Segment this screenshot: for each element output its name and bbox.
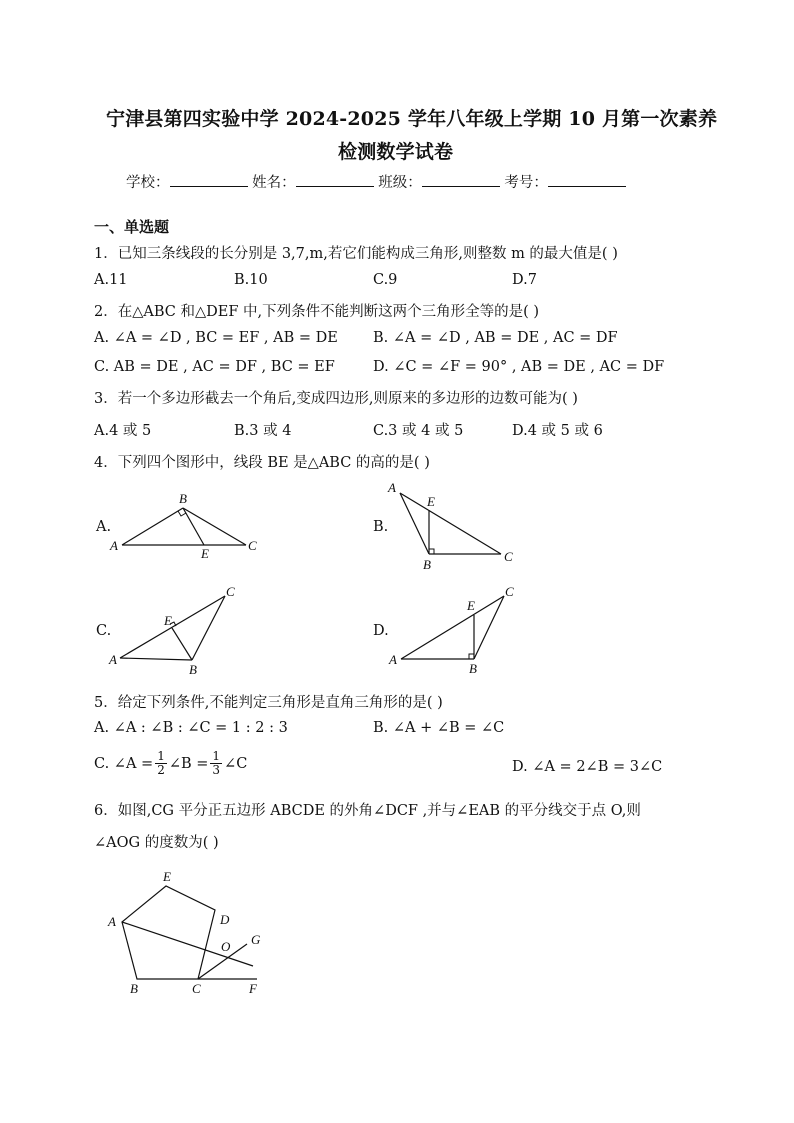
- q3-option-b[interactable]: B.3 或 4: [234, 423, 292, 439]
- q4b-label-b: B: [423, 557, 431, 572]
- q4d-label-e: E: [467, 598, 475, 613]
- page-title-line2: 检测数学试卷: [338, 141, 454, 163]
- q4a-side-bc: [183, 508, 246, 545]
- q4-option-c-label[interactable]: C.: [96, 623, 112, 639]
- q4a-side-ab: [122, 508, 183, 545]
- school-blank[interactable]: [170, 174, 248, 187]
- q4a-label-a: A: [110, 538, 118, 553]
- q6-label-e: E: [163, 869, 171, 884]
- q4b-label-c: C: [504, 549, 513, 564]
- q4-figure-c: [105, 582, 245, 677]
- q6-label-b: B: [130, 981, 138, 996]
- q6-label-a: A: [108, 914, 116, 929]
- q1-option-c[interactable]: C.9: [373, 272, 398, 288]
- q6-label-g: G: [251, 932, 261, 947]
- q6-pentagon-figure: [100, 866, 280, 1001]
- section-title: 一、单选题: [94, 218, 170, 236]
- q4a-label-b: B: [179, 491, 187, 506]
- exam-number-blank[interactable]: [548, 174, 626, 187]
- class-label: 班级：: [378, 175, 422, 191]
- q2-stem: 2．在△ABC 和△DEF 中,下列条件不能判断这两个三角形全等的是( ): [94, 304, 540, 320]
- q2-option-b[interactable]: B. ∠A = ∠D , AB = DE , AC = DF: [373, 330, 618, 346]
- q5-option-c[interactable]: [94, 750, 247, 777]
- q3-option-c[interactable]: C.3 或 4 或 5: [373, 423, 464, 439]
- q6-label-c: C: [192, 981, 201, 996]
- q5c-frac2-num: 1: [212, 749, 221, 763]
- q1-option-d[interactable]: D.7: [512, 272, 537, 288]
- q1-option-a[interactable]: A.11: [94, 272, 128, 288]
- q4-figure-d: [383, 582, 523, 677]
- q4-figure-a: [105, 488, 270, 563]
- q4d-label-a: A: [389, 652, 397, 667]
- q5c-frac1-num: 1: [157, 749, 165, 763]
- q4c-label-c: C: [226, 584, 235, 599]
- q4c-label-e: E: [164, 613, 172, 628]
- q4a-label-c: C: [248, 538, 257, 553]
- q5-option-b[interactable]: B. ∠A + ∠B = ∠C: [373, 720, 505, 736]
- q6-stem-line2: ∠AOG 的度数为( ): [94, 835, 219, 851]
- q6-stem-line1: 6．如图,CG 平分正五边形 ABCDE 的外角∠DCF ,并与∠EAB 的平分线交于点 O,则: [94, 803, 641, 819]
- page-title-line1: 宁津县第四实验中学 2024-2025 学年八年级上学期 10 月第一次素养: [106, 108, 718, 130]
- q4-stem: 4．下列四个图形中，线段 BE 是△ABC 的高的是( ): [94, 455, 430, 471]
- name-label: 姓名：: [252, 175, 296, 191]
- q5-stem: 5．给定下列条件,不能判定三角形是直角三角形的是( ): [94, 695, 443, 711]
- q4d-right-angle-mark: [469, 654, 474, 659]
- q4b-label-e: E: [427, 494, 435, 509]
- q5-option-d[interactable]: D. ∠A = 2∠B = 3∠C: [512, 759, 663, 775]
- q4a-label-e: E: [201, 546, 209, 561]
- q2-option-c[interactable]: C. AB = DE , AC = DF , BC = EF: [94, 359, 335, 375]
- q4d-label-c: C: [505, 584, 514, 599]
- q4-option-d-label[interactable]: D.: [373, 623, 389, 639]
- q4d-label-b: B: [469, 661, 477, 676]
- q6-label-d: D: [220, 912, 230, 927]
- q5c-fraction-half: [155, 750, 167, 777]
- q5-option-a[interactable]: A. ∠A : ∠B : ∠C = 1 : 2 : 3: [94, 720, 288, 736]
- q4-option-b-label[interactable]: B.: [373, 519, 389, 535]
- q5c-frac2-den: 3: [212, 763, 221, 777]
- school-label: 学校：: [126, 175, 170, 191]
- q4b-label-a: A: [388, 480, 396, 495]
- q5c-prefix: C. ∠A =: [94, 755, 154, 772]
- q4c-label-a: A: [109, 652, 117, 667]
- q2-option-d[interactable]: D. ∠C = ∠F = 90° , AB = DE , AC = DF: [373, 359, 665, 375]
- name-blank[interactable]: [296, 174, 374, 187]
- student-info-row: [126, 171, 626, 192]
- q5c-frac1-den: 2: [157, 763, 165, 777]
- q6-pentagon-abcde: [122, 886, 215, 979]
- class-blank[interactable]: [422, 174, 500, 187]
- q4-option-a-label[interactable]: A.: [96, 519, 112, 535]
- q1-stem: 1．已知三条线段的长分别是 3,7,m,若它们能构成三角形,则整数 m 的最大值是( ): [94, 246, 618, 262]
- q5c-fraction-third: [210, 750, 222, 777]
- q2-option-a[interactable]: A. ∠A = ∠D , BC = EF , AB = DE: [94, 330, 338, 346]
- q5c-middle: ∠B =: [168, 755, 209, 772]
- q3-option-a[interactable]: A.4 或 5: [94, 423, 152, 439]
- q1-option-b[interactable]: B.10: [234, 272, 268, 288]
- exam-number-label: 考号：: [504, 175, 548, 191]
- q6-bisector-ao: [122, 922, 253, 966]
- q6-label-f: F: [249, 981, 257, 996]
- q3-stem: 3．若一个多边形截去一个角后,变成四边形,则原来的多边形的边数可能为( ): [94, 391, 578, 407]
- q6-label-o: O: [221, 939, 231, 954]
- q4c-label-b: B: [189, 662, 197, 677]
- q4c-side-ab: [120, 658, 192, 660]
- q4c-segment-be: [172, 628, 192, 660]
- q5c-suffix: ∠C: [224, 755, 248, 772]
- q3-option-d[interactable]: D.4 或 5 或 6: [512, 423, 603, 439]
- q4b-right-angle-mark: [429, 549, 434, 554]
- q4-figure-b: [383, 477, 523, 572]
